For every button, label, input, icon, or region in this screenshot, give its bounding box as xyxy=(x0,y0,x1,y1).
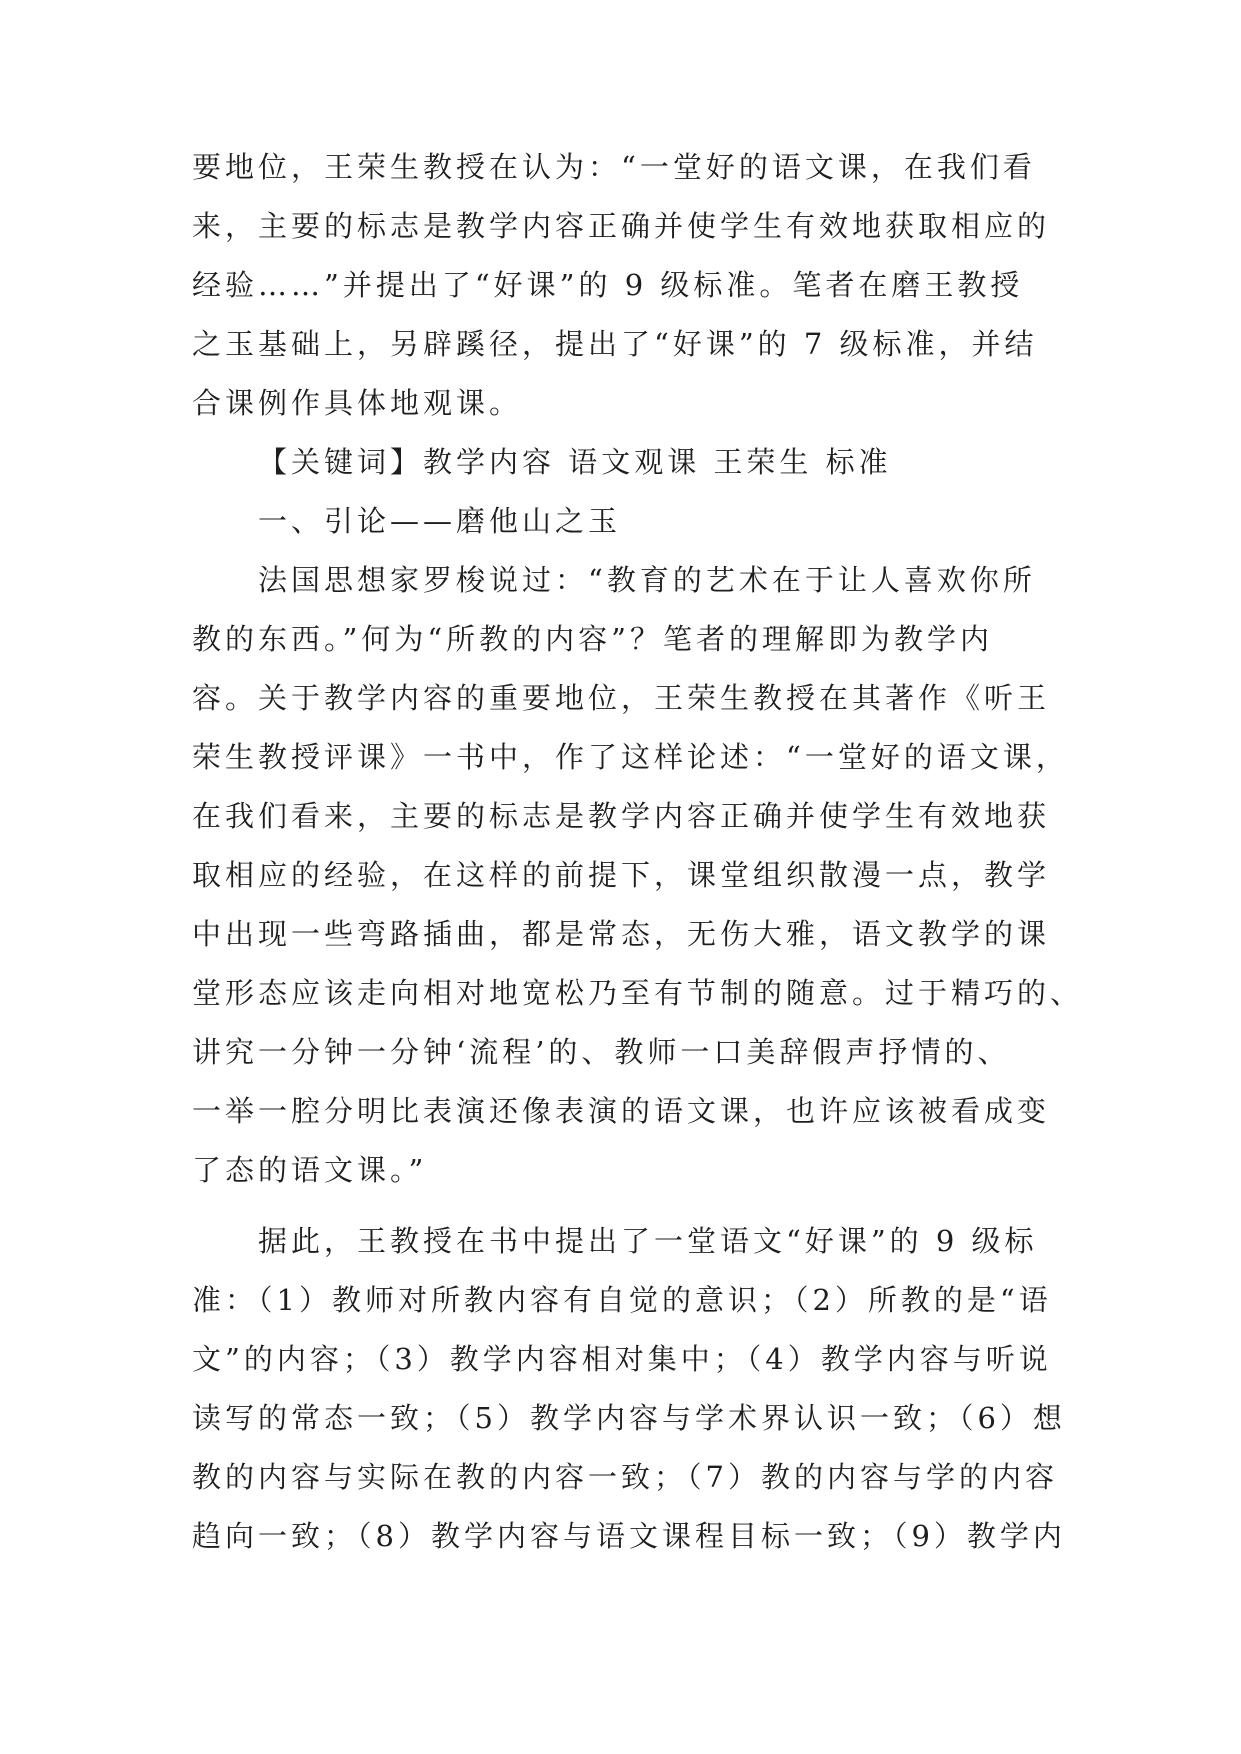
body-paragraph-2 xyxy=(192,1212,1066,1566)
keywords-text: 【关键词】教学内容 语文观课 王荣生 标准 xyxy=(258,445,892,479)
text-line: 之玉基础上，另辟蹊径，提出了“好课”的 7 级标准，并结 xyxy=(192,327,1038,361)
text-line: 要地位，王荣生教授在认为：“一堂好的语文课，在我们看 xyxy=(192,150,1036,184)
text-line: 读写的常态一致；（5）教学内容与学术界认识一致；（6）想 xyxy=(192,1401,1066,1435)
text-line: 堂形态应该走向相对地宽松乃至有节制的随意。过于精巧的、 xyxy=(192,976,1084,1010)
text-line: 文”的内容；（3）教学内容相对集中；（4）教学内容与听说 xyxy=(192,1342,1052,1376)
abstract-paragraph xyxy=(192,138,1052,433)
text-line: 容。关于教学内容的重要地位，王荣生教授在其著作《听王 xyxy=(192,681,1051,715)
text-line: 讲究一分钟一分钟‘流程’的、教师一口美辞假声抒情的、 xyxy=(192,1035,1011,1069)
keywords-line xyxy=(192,433,1052,492)
text-line: 教的内容与实际在教的内容一致；（7）教的内容与学的内容 xyxy=(192,1460,1058,1494)
text-line: 合课例作具体地观课。 xyxy=(192,386,523,420)
section-heading-text: 一、引论——磨他山之玉 xyxy=(258,504,622,538)
text-line: 趋向一致；（8）教学内容与语文课程目标一致；（9）教学内 xyxy=(192,1519,1066,1553)
text-line: 据此，王教授在书中提出了一堂语文“好课”的 9 级标 xyxy=(258,1224,1038,1258)
text-line: 荣生教授评课》一书中，作了这样论述：“一堂好的语文课， xyxy=(192,740,1069,774)
text-line: 准：（1）教师对所教内容有自觉的意识；（2）所教的是“语 xyxy=(192,1283,1052,1317)
text-line: 中出现一些弯路插曲，都是常态，无伤大雅，语文教学的课 xyxy=(192,917,1051,951)
body-paragraph-1 xyxy=(192,551,1084,1200)
text-line: 了态的语文课。” xyxy=(192,1153,428,1187)
text-line: 取相应的经验，在这样的前提下，课堂组织散漫一点，教学 xyxy=(192,858,1051,892)
text-line: 法国思想家罗梭说过：“教育的艺术在于让人喜欢你所 xyxy=(258,563,1036,597)
text-line: 经验……”并提出了“好课”的 9 级标准。笔者在磨王教授 xyxy=(192,268,1024,302)
text-line: 一举一腔分明比表演还像表演的语文课，也许应该被看成变 xyxy=(192,1094,1051,1128)
text-line: 来，主要的标志是教学内容正确并使学生有效地获取相应的 xyxy=(192,209,1051,243)
text-line: 教的东西。”何为“所教的内容”？笔者的理解即为教学内 xyxy=(192,622,993,656)
text-line: 在我们看来，主要的标志是教学内容正确并使学生有效地获 xyxy=(192,799,1051,833)
section-heading xyxy=(192,492,1052,551)
